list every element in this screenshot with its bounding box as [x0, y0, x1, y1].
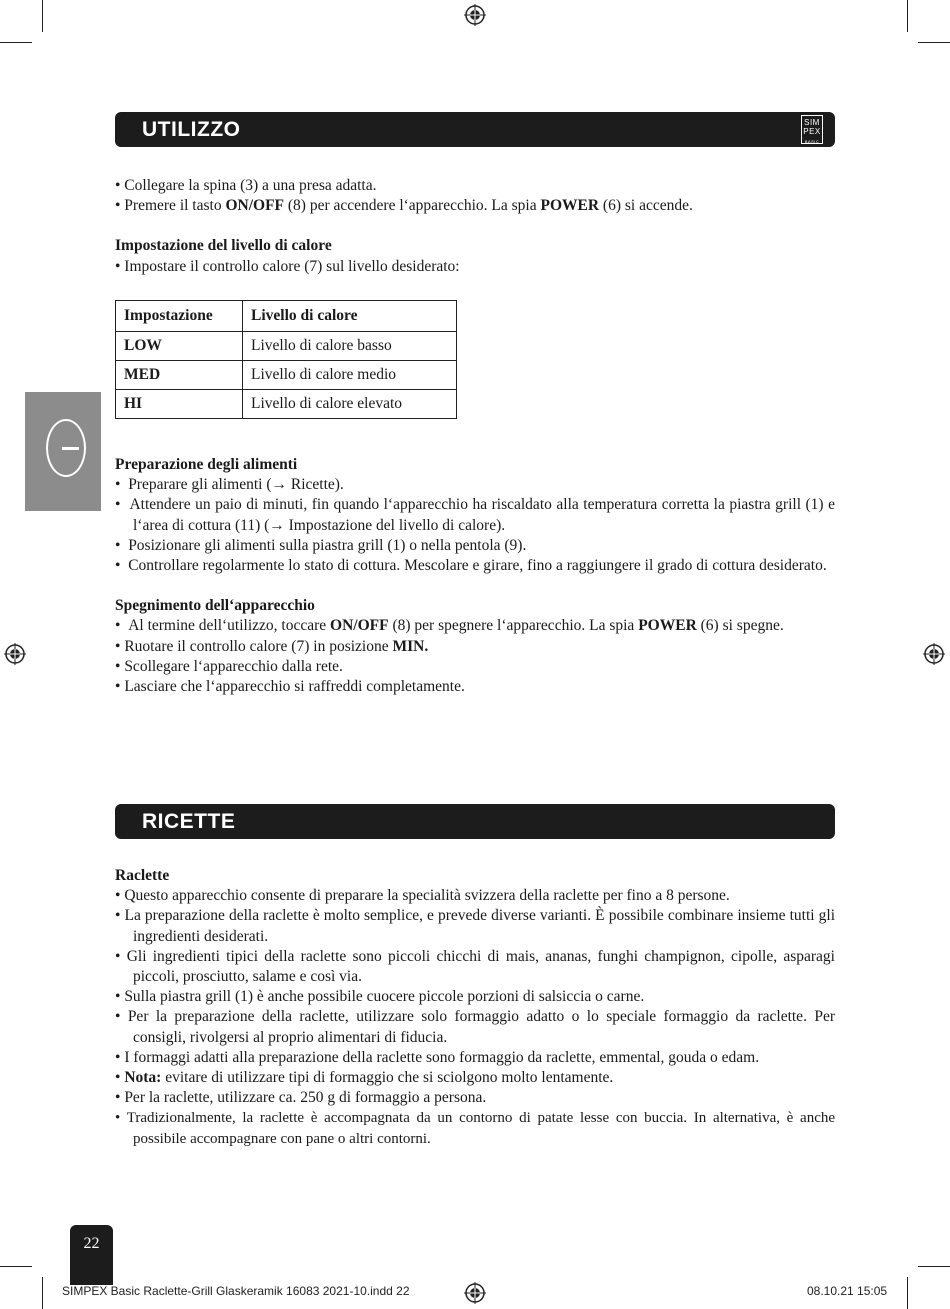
subheading: Impostazione del livello di calore	[115, 237, 332, 255]
table-row	[116, 390, 457, 419]
item-text: Scollegare l‘apparecchio dalla rete.	[124, 657, 343, 675]
usage-intro	[115, 176, 835, 277]
note-label: Nota:	[124, 1069, 162, 1087]
item-text: Posizionare gli alimenti sulla piastra grill (1) o nella pentola (9).	[128, 536, 527, 554]
list-item	[115, 196, 835, 216]
list-item: • Nota: evitare di utilizzare tipi di formaggio che si sciolgono molto lentamente.	[115, 1069, 614, 1087]
item-text: Lasciare che l‘apparecchio si raffreddi completamente.	[124, 678, 465, 696]
table-header-row	[116, 301, 457, 332]
section-title: RICETTE	[142, 810, 236, 833]
item-text: Tradizionalmente, la raclette è accompagnata da un contorno di patate lesse con buccia. In alternativa, è anche possibile accompagnare con pane o altri contorni.	[126, 1110, 836, 1147]
table-cell: HI	[116, 390, 243, 419]
simpex-logo	[801, 115, 823, 144]
item-text: evitare di utilizzare tipi di formaggio che si sciolgono molto lentamente.	[161, 1069, 614, 1087]
item-text: Al termine dell‘utilizzo, toccare	[128, 617, 331, 635]
item-text: Sulla piastra grill (1) è anche possibile cuocere piccole porzioni di salsiccia o carne.	[124, 988, 645, 1006]
list-item: • Gli ingredienti tipici della raclette sono piccoli chicchi di mais, ananas, funghi champignon, cipolle, asparagi piccoli, prosciutto, salame e così via.	[115, 947, 835, 986]
footer-date: 08.10.21 15:05	[807, 1284, 888, 1298]
item-bold: ON/OFF	[225, 197, 285, 215]
section-banner-utilizzo	[115, 112, 835, 147]
logo-line: SIM	[804, 118, 820, 127]
language-tab	[25, 392, 101, 511]
item-bold: ON/OFF	[330, 617, 389, 635]
subheading: Preparazione degli alimenti	[115, 456, 298, 473]
list-item: • Ruotare il controllo calore (7) in posizione MIN.	[115, 637, 429, 655]
item-text: • Collegare la spina (3) a una presa adatta.	[115, 177, 377, 194]
table-row	[116, 332, 457, 361]
list-item: • Scollegare l‘apparecchio dalla rete.	[115, 657, 343, 675]
list-item: • La preparazione della raclette è molto semplice, e prevede diverse varianti. È possibile combinare insieme tutti gli ingredienti desiderati.	[115, 907, 835, 945]
item-text: (6) si accende.	[599, 197, 693, 215]
list-item: • Controllare regolarmente lo stato di cottura. Mescolare e girare, fino a raggiungere il grado di cottura desiderato.	[115, 557, 827, 575]
heat-level-table	[115, 300, 457, 419]
item-text: Per la preparazione della raclette, utilizzare solo formaggio adatto o lo speciale formaggio da raclette. Per consigli, rivolgersi al proprio alimentari di fiducia.	[127, 1008, 835, 1046]
crop-mark	[0, 1266, 32, 1267]
crop-mark	[918, 42, 950, 43]
logo-line: PEX	[803, 127, 821, 136]
dash-icon	[62, 447, 79, 450]
crop-mark	[42, 0, 43, 32]
list-item: • I formaggi adatti alla preparazione della raclette sono formaggio da raclette, emmental, gouda o edam.	[115, 1048, 760, 1066]
section-title: UTILIZZO	[142, 118, 241, 141]
item-text: Attendere un paio di minuti, fin quando l‘apparecchio ha riscaldato alla temperatura corretta la piastra grill (1) e l‘area di cottura (11) (→ Impostazione del livello di calore).	[129, 496, 835, 534]
table-header: Livello di calore	[243, 301, 457, 332]
list-item: • Sulla piastra grill (1) è anche possibile cuocere piccole porzioni di salsiccia o carne.	[115, 988, 645, 1006]
item-text: (8) per spegnere l‘apparecchio. La spia	[388, 617, 639, 635]
preparation-section	[115, 455, 835, 697]
item-text: Ruotare il controllo calore (7) in posizione	[124, 637, 393, 655]
item-text: Preparare gli alimenti (→ Ricette).	[128, 476, 344, 494]
registration-mark-icon	[923, 643, 945, 665]
crop-mark	[907, 0, 908, 32]
list-item: • Questo apparecchio consente di preparare la specialità svizzera della raclette per fino a 8 persone.	[115, 887, 730, 905]
list-item: • Impostare il controllo calore (7) sul livello desiderato:	[115, 257, 460, 275]
registration-mark-icon	[464, 1282, 486, 1304]
list-item: • Preparare gli alimenti (→ Ricette).	[115, 476, 344, 494]
table-cell: LOW	[116, 332, 243, 361]
section-banner-ricette	[115, 804, 835, 839]
table-cell: Livello di calore elevato	[243, 390, 457, 419]
list-item: • Lasciare che l‘apparecchio si raffreddi completamente.	[115, 678, 465, 696]
logo-line: BASIC	[804, 139, 820, 144]
page-number: 22	[70, 1225, 113, 1285]
item-text: • Premere il tasto	[115, 197, 226, 215]
table-row	[116, 361, 457, 390]
registration-mark-icon	[4, 643, 26, 665]
list-item: • Attendere un paio di minuti, fin quando l‘apparecchio ha riscaldato alla temperatura corretta la piastra grill (1) e l‘area di cottura (11) (→ Impostazione del livello di calore).	[115, 496, 835, 534]
list-item: • Per la preparazione della raclette, utilizzare solo formaggio adatto o lo speciale formaggio da raclette. Per consigli, rivolgersi al proprio alimentari di fiducia.	[115, 1008, 835, 1046]
item-text: (8) per accendere l‘apparecchio. La spia	[284, 197, 541, 215]
item-text: (6) si spegne.	[696, 617, 784, 635]
item-text: Per la raclette, utilizzare ca. 250 g di formaggio a persona.	[124, 1089, 487, 1107]
recipes-section	[115, 866, 835, 1149]
table-cell: MED	[116, 361, 243, 390]
list-item: • Per la raclette, utilizzare ca. 250 g di formaggio a persona.	[115, 1089, 487, 1107]
table-header: Impostazione	[116, 301, 243, 332]
item-text: Questo apparecchio consente di preparare la specialità svizzera della raclette per fino a 8 persone.	[124, 887, 730, 905]
item-bold: POWER	[540, 197, 600, 215]
table-cell: Livello di calore medio	[243, 361, 457, 390]
item-text: La preparazione della raclette è molto semplice, e prevede diverse varianti. È possibile combinare insieme tutti gli ingredienti desiderati.	[124, 907, 835, 945]
footer-file-info: SIMPEX Basic Raclette-Grill Glaskeramik 16083 2021-10.indd 22	[62, 1284, 410, 1298]
table-cell: Livello di calore basso	[243, 332, 457, 361]
registration-mark-icon	[464, 4, 486, 26]
subheading: Spegnimento dell‘apparecchio	[115, 597, 315, 615]
crop-mark	[918, 1266, 950, 1267]
item-text: I formaggi adatti alla preparazione della raclette sono formaggio da raclette, emmental, gouda o edam.	[124, 1048, 760, 1066]
crop-mark	[0, 42, 32, 43]
crop-mark	[42, 1277, 43, 1309]
list-item: • Tradizionalmente, la raclette è accompagnata da un contorno di patate lesse con buccia. In alternativa, è anche possibile accompagnare con pane o altri contorni.	[115, 1110, 836, 1147]
crop-mark	[907, 1277, 908, 1309]
item-bold: POWER	[638, 617, 697, 635]
list-item: • Posizionare gli alimenti sulla piastra grill (1) o nella pentola (9).	[115, 536, 527, 554]
item-bold: MIN.	[392, 637, 429, 655]
list-item	[115, 176, 835, 196]
item-text: Gli ingredienti tipici della raclette sono piccoli chicchi di mais, ananas, funghi champignon, cipolle, asparagi piccoli, prosciutto, salame e così via.	[126, 947, 835, 986]
list-item: • Al termine dell‘utilizzo, toccare ON/OFF (8) per spegnere l‘apparecchio. La spia POWER (6) si spegne.	[115, 617, 784, 635]
subheading: Raclette	[115, 867, 170, 884]
item-text: Controllare regolarmente lo stato di cottura. Mescolare e girare, fino a raggiungere il grado di cottura desiderato.	[128, 557, 827, 575]
